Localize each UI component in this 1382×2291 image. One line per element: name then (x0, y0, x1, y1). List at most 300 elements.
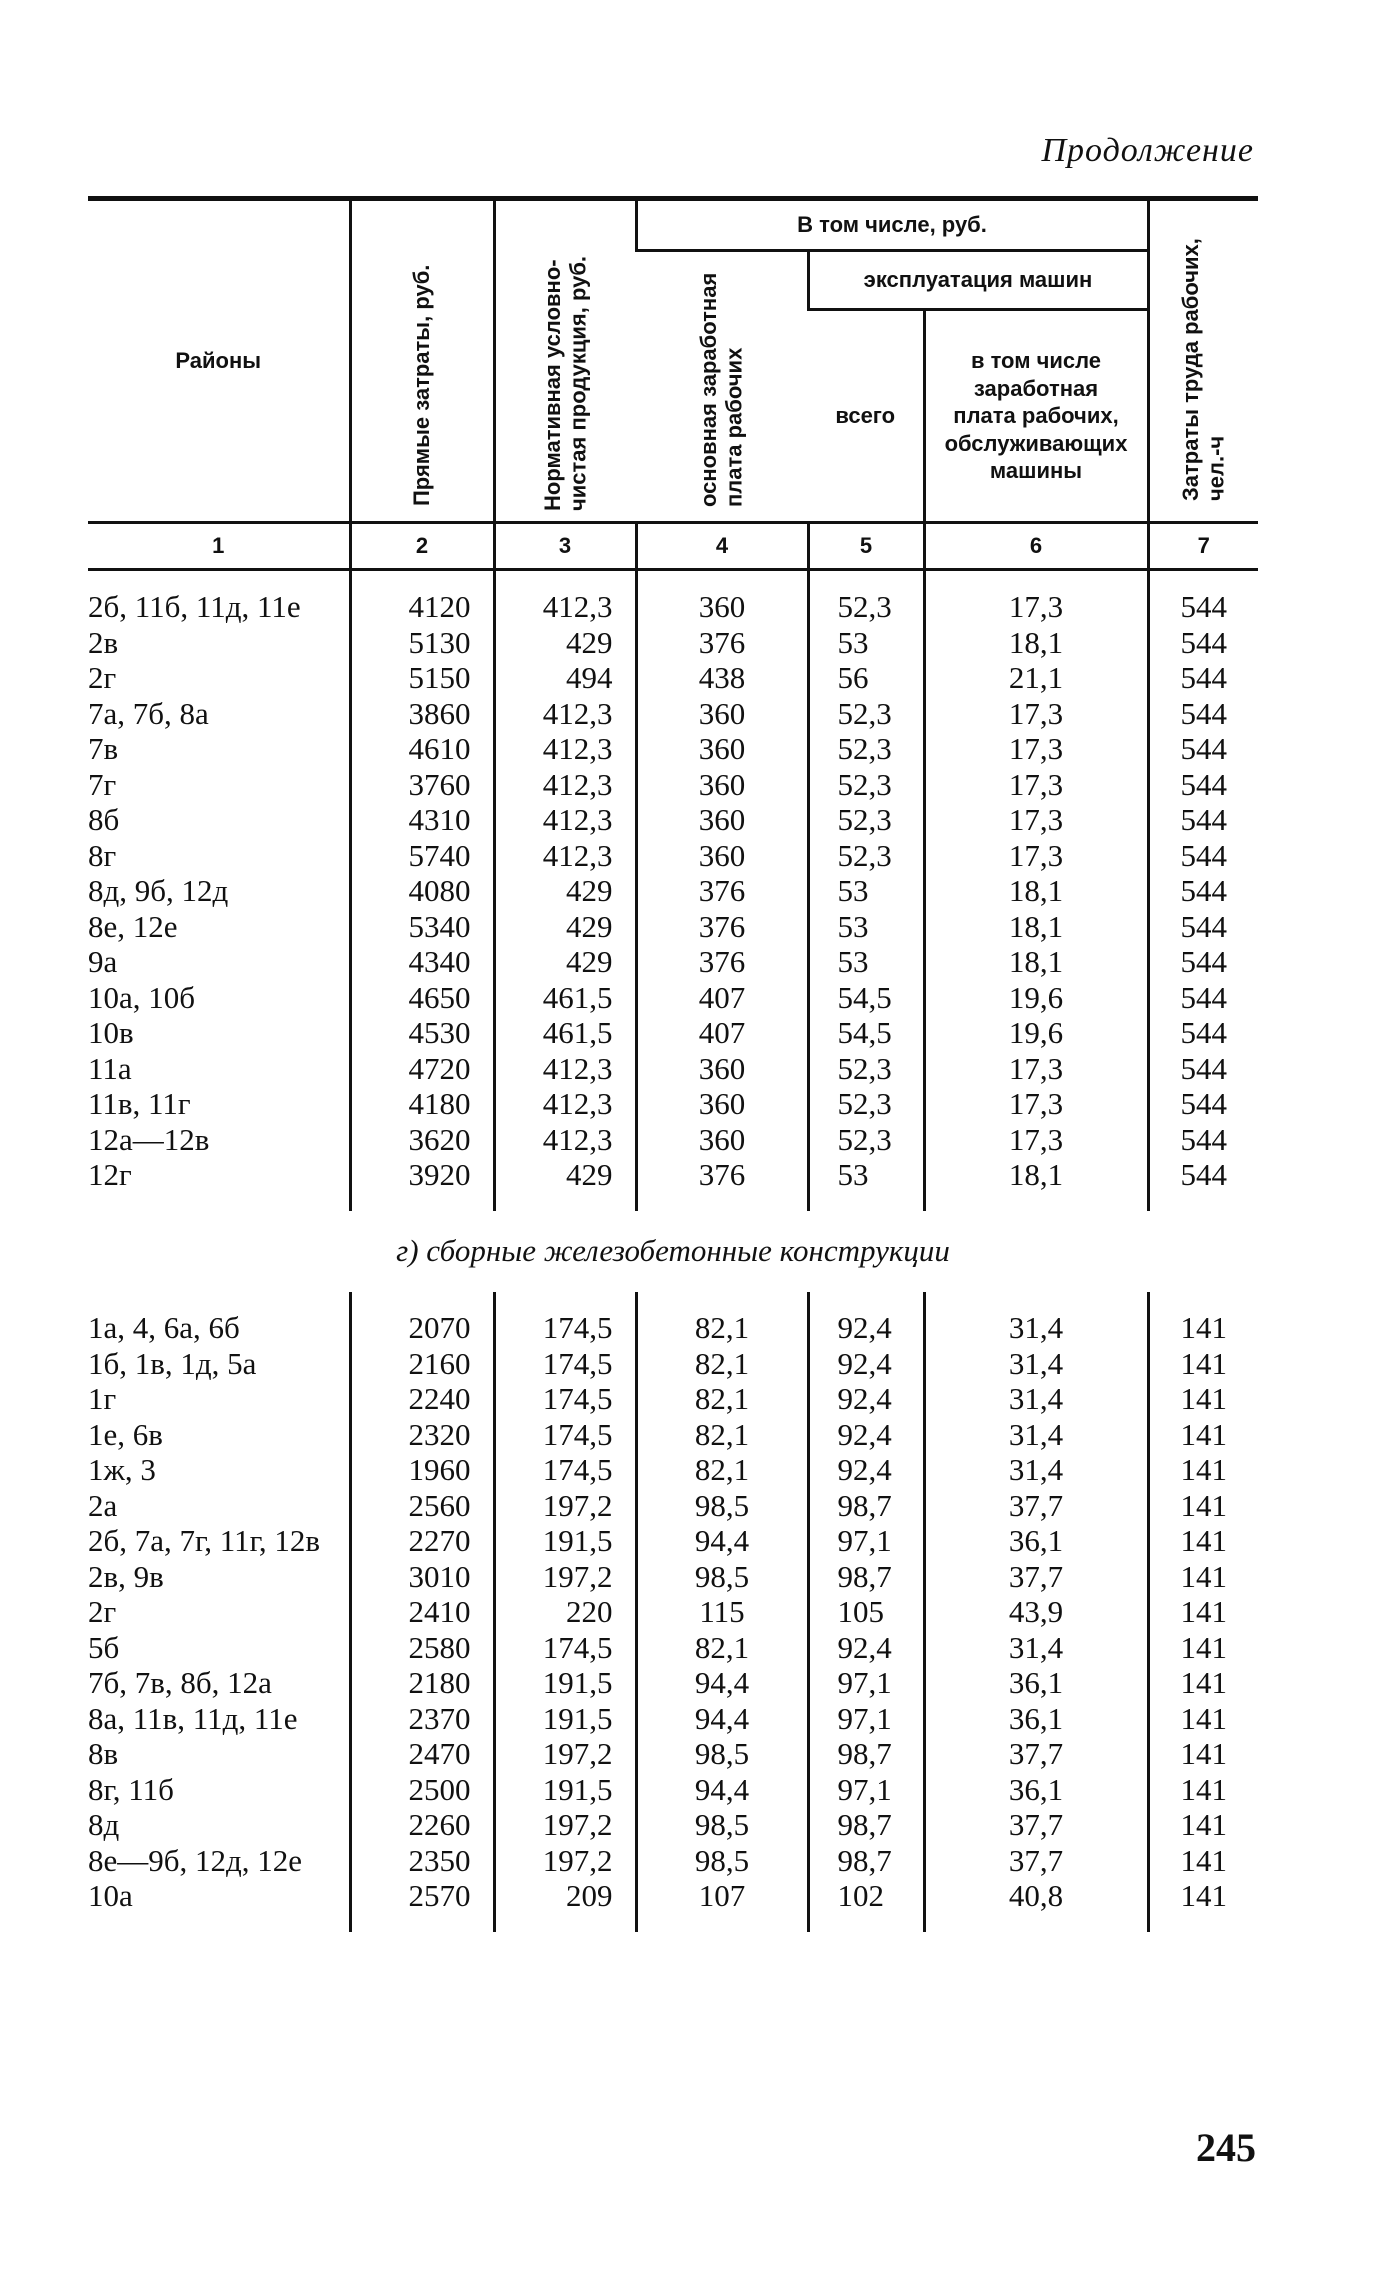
normative-net-cell: 429 (494, 909, 636, 945)
machine-wage-cell: 37,7 (924, 1488, 1148, 1524)
machine-total-cell: 52,3 (808, 1051, 924, 1087)
district-cell: 8г (88, 837, 117, 873)
direct-costs-cell: 2160 (350, 1346, 494, 1382)
table-row (88, 1381, 1258, 1417)
direct-costs-cell: 3620 (350, 1122, 494, 1158)
district-cell: 2б, 11б, 11д, 11е (88, 589, 301, 624)
direct-costs-cell: 2260 (350, 1807, 494, 1843)
header-num-6: 6 (924, 523, 1148, 570)
base-wage-cell: 82,1 (636, 1346, 808, 1382)
district-cell: 8в (88, 1736, 119, 1771)
table-row (88, 1417, 1258, 1453)
table-row (88, 944, 1258, 980)
machine-total-cell: 52,3 (808, 1122, 924, 1158)
machine-wage-cell: 31,4 (924, 1381, 1148, 1417)
normative-net-cell: 412,3 (494, 1051, 636, 1087)
table-header (88, 199, 1258, 570)
base-wage-cell: 82,1 (636, 1310, 808, 1346)
header-num-4: 4 (636, 523, 808, 570)
table-row (88, 589, 1258, 625)
base-wage-cell: 98,5 (636, 1807, 808, 1843)
cost-table (88, 196, 1258, 1932)
base-wage-cell: 438 (636, 660, 808, 696)
direct-costs-cell: 3010 (350, 1559, 494, 1595)
table-row (88, 873, 1258, 909)
labor-cell: 544 (1148, 1122, 1258, 1158)
header-machine-wage: в том числе заработная плата рабочих, обслуживающих машины (924, 310, 1148, 523)
district-cell: 8г, 11б (88, 1771, 174, 1807)
header-machine-operation: эксплуатация машин (808, 251, 1148, 310)
labor-cell: 141 (1148, 1310, 1258, 1346)
table-row (88, 1594, 1258, 1630)
cost-table-container (88, 196, 1258, 1932)
header-base-wage (636, 251, 808, 523)
machine-wage-cell: 36,1 (924, 1772, 1148, 1808)
district-cell: 2в (88, 624, 119, 660)
base-wage-cell: 115 (636, 1594, 808, 1630)
base-wage-cell: 98,5 (636, 1843, 808, 1879)
district-cell: 7а, 7б, 8а (88, 695, 209, 731)
district-cell: 11в, 11г (88, 1086, 191, 1121)
labor-cell: 544 (1148, 731, 1258, 767)
header-normative-net (494, 199, 636, 523)
machine-total-cell: 105 (808, 1594, 924, 1630)
normative-net-cell: 429 (494, 625, 636, 661)
base-wage-cell: 98,5 (636, 1736, 808, 1772)
header-normative-net-text: Нормативная условно-чистая продукция, руб. (539, 255, 590, 511)
normative-net-cell: 461,5 (494, 1015, 636, 1051)
machine-wage-cell: 43,9 (924, 1594, 1148, 1630)
machine-total-cell: 97,1 (808, 1665, 924, 1701)
direct-costs-cell: 2320 (350, 1417, 494, 1453)
labor-cell: 544 (1148, 589, 1258, 625)
machine-wage-cell: 37,7 (924, 1807, 1148, 1843)
base-wage-cell: 360 (636, 838, 808, 874)
direct-costs-cell: 4530 (350, 1015, 494, 1051)
normative-net-cell: 197,2 (494, 1559, 636, 1595)
normative-net-cell: 412,3 (494, 767, 636, 803)
table-row (88, 625, 1258, 661)
base-wage-cell: 82,1 (636, 1630, 808, 1666)
machine-wage-cell: 18,1 (924, 873, 1148, 909)
machine-total-cell: 92,4 (808, 1452, 924, 1488)
table-row (88, 1122, 1258, 1158)
direct-costs-cell: 2410 (350, 1594, 494, 1630)
district-cell: 8е—9б, 12д, 12е (88, 1842, 303, 1878)
labor-cell: 544 (1148, 1086, 1258, 1122)
labor-cell: 141 (1148, 1665, 1258, 1701)
normative-net-cell: 412,3 (494, 1086, 636, 1122)
machine-wage-cell: 36,1 (924, 1665, 1148, 1701)
labor-cell: 544 (1148, 696, 1258, 732)
labor-cell: 141 (1148, 1878, 1258, 1914)
header-labor-text: Затраты труда рабочих, чел.-ч (1178, 238, 1229, 501)
machine-total-cell: 102 (808, 1878, 924, 1914)
table-row (88, 1843, 1258, 1879)
section2-body (88, 1292, 1258, 1932)
machine-wage-cell: 18,1 (924, 625, 1148, 661)
direct-costs-cell: 4650 (350, 980, 494, 1016)
machine-wage-cell: 17,3 (924, 838, 1148, 874)
table-row (88, 1310, 1258, 1346)
machine-total-cell: 98,7 (808, 1559, 924, 1595)
district-cell: 11а (88, 1050, 132, 1086)
machine-total-cell: 52,3 (808, 589, 924, 625)
direct-costs-cell: 2180 (350, 1665, 494, 1701)
table-row (88, 1807, 1258, 1843)
normative-net-cell: 197,2 (494, 1843, 636, 1879)
machine-wage-cell: 17,3 (924, 696, 1148, 732)
direct-costs-cell: 4310 (350, 802, 494, 838)
table-row (88, 1015, 1258, 1051)
machine-total-cell: 53 (808, 873, 924, 909)
district-cell: 7в (88, 731, 119, 766)
table-row (88, 696, 1258, 732)
machine-wage-cell: 17,3 (924, 731, 1148, 767)
base-wage-cell: 94,4 (636, 1701, 808, 1737)
base-wage-cell: 360 (636, 589, 808, 625)
page-number: 245 (1196, 2125, 1256, 2170)
district-cell: 7б, 7в, 8б, 12а (88, 1665, 272, 1700)
labor-cell: 544 (1148, 909, 1258, 945)
base-wage-cell: 107 (636, 1878, 808, 1914)
base-wage-cell: 360 (636, 802, 808, 838)
base-wage-cell: 407 (636, 980, 808, 1016)
normative-net-cell: 429 (494, 873, 636, 909)
table-row (88, 1488, 1258, 1524)
direct-costs-cell: 5150 (350, 660, 494, 696)
normative-net-cell: 197,2 (494, 1488, 636, 1524)
machine-wage-cell: 17,3 (924, 767, 1148, 803)
base-wage-cell: 360 (636, 731, 808, 767)
district-cell: 8д, 9б, 12д (88, 873, 229, 908)
normative-net-cell: 494 (494, 660, 636, 696)
labor-cell: 141 (1148, 1488, 1258, 1524)
direct-costs-cell: 2570 (350, 1878, 494, 1914)
direct-costs-cell: 3760 (350, 767, 494, 803)
normative-net-cell: 174,5 (494, 1417, 636, 1453)
labor-cell: 544 (1148, 873, 1258, 909)
normative-net-cell: 429 (494, 944, 636, 980)
machine-wage-cell: 31,4 (924, 1630, 1148, 1666)
base-wage-cell: 360 (636, 1122, 808, 1158)
machine-wage-cell: 37,7 (924, 1736, 1148, 1772)
district-cell: 1г (88, 1381, 117, 1416)
district-cell: 2б, 7а, 7г, 11г, 12в (88, 1523, 320, 1558)
district-cell: 10а (88, 1878, 133, 1913)
normative-net-cell: 209 (494, 1878, 636, 1914)
labor-cell: 544 (1148, 944, 1258, 980)
direct-costs-cell: 2070 (350, 1310, 494, 1346)
district-cell: 2в, 9в (88, 1558, 164, 1594)
direct-costs-cell: 4340 (350, 944, 494, 980)
direct-costs-cell: 2500 (350, 1772, 494, 1808)
machine-wage-cell: 37,7 (924, 1843, 1148, 1879)
base-wage-cell: 376 (636, 625, 808, 661)
labor-cell: 141 (1148, 1452, 1258, 1488)
header-including: В том числе, руб. (636, 199, 1148, 251)
labor-cell: 544 (1148, 980, 1258, 1016)
machine-total-cell: 98,7 (808, 1736, 924, 1772)
direct-costs-cell: 2270 (350, 1523, 494, 1559)
machine-total-cell: 52,3 (808, 838, 924, 874)
base-wage-cell: 376 (636, 1157, 808, 1193)
machine-total-cell: 53 (808, 909, 924, 945)
base-wage-cell: 360 (636, 1086, 808, 1122)
table-row (88, 1736, 1258, 1772)
district-cell: 2а (88, 1487, 118, 1523)
machine-total-cell: 92,4 (808, 1381, 924, 1417)
header-num-7: 7 (1148, 523, 1258, 570)
machine-total-cell: 54,5 (808, 980, 924, 1016)
district-cell: 2г (88, 1594, 117, 1629)
machine-total-cell: 98,7 (808, 1843, 924, 1879)
table-row (88, 1878, 1258, 1914)
direct-costs-cell: 4080 (350, 873, 494, 909)
labor-cell: 544 (1148, 1015, 1258, 1051)
labor-cell: 544 (1148, 1051, 1258, 1087)
direct-costs-cell: 2580 (350, 1630, 494, 1666)
district-cell: 8е, 12е (88, 908, 178, 944)
header-num-2: 2 (350, 523, 494, 570)
base-wage-cell: 376 (636, 873, 808, 909)
machine-total-cell: 52,3 (808, 1086, 924, 1122)
normative-net-cell: 191,5 (494, 1701, 636, 1737)
labor-cell: 141 (1148, 1807, 1258, 1843)
machine-total-cell: 53 (808, 1157, 924, 1193)
header-direct-costs-text: Прямые затраты, руб. (409, 264, 435, 506)
machine-total-cell: 52,3 (808, 767, 924, 803)
base-wage-cell: 82,1 (636, 1417, 808, 1453)
machine-wage-cell: 19,6 (924, 1015, 1148, 1051)
header-direct-costs (350, 199, 494, 523)
normative-net-cell: 191,5 (494, 1665, 636, 1701)
normative-net-cell: 429 (494, 1157, 636, 1193)
base-wage-cell: 94,4 (636, 1772, 808, 1808)
direct-costs-cell: 2560 (350, 1488, 494, 1524)
machine-total-cell: 98,7 (808, 1488, 924, 1524)
table-row (88, 1523, 1258, 1559)
machine-wage-cell: 36,1 (924, 1701, 1148, 1737)
direct-costs-cell: 4610 (350, 731, 494, 767)
machine-wage-cell: 17,3 (924, 1122, 1148, 1158)
base-wage-cell: 360 (636, 1051, 808, 1087)
labor-cell: 544 (1148, 838, 1258, 874)
district-cell: 8д (88, 1807, 120, 1842)
direct-costs-cell: 2470 (350, 1736, 494, 1772)
normative-net-cell: 174,5 (494, 1310, 636, 1346)
labor-cell: 141 (1148, 1594, 1258, 1630)
district-cell: 9а (88, 944, 118, 979)
table-row (88, 660, 1258, 696)
base-wage-cell: 98,5 (636, 1488, 808, 1524)
base-wage-cell: 98,5 (636, 1559, 808, 1595)
base-wage-cell: 376 (636, 944, 808, 980)
labor-cell: 141 (1148, 1559, 1258, 1595)
machine-wage-cell: 17,3 (924, 802, 1148, 838)
machine-wage-cell: 37,7 (924, 1559, 1148, 1595)
labor-cell: 544 (1148, 625, 1258, 661)
district-cell: 2г (88, 660, 117, 695)
machine-total-cell: 92,4 (808, 1310, 924, 1346)
district-cell: 10в (88, 1015, 134, 1050)
labor-cell: 141 (1148, 1701, 1258, 1737)
normative-net-cell: 461,5 (494, 980, 636, 1016)
normative-net-cell: 220 (494, 1594, 636, 1630)
machine-wage-cell: 31,4 (924, 1452, 1148, 1488)
machine-wage-cell: 19,6 (924, 980, 1148, 1016)
base-wage-cell: 376 (636, 909, 808, 945)
district-cell: 10а, 10б (88, 979, 196, 1015)
normative-net-cell: 412,3 (494, 731, 636, 767)
machine-total-cell: 53 (808, 625, 924, 661)
labor-cell: 544 (1148, 660, 1258, 696)
machine-total-cell: 92,4 (808, 1417, 924, 1453)
normative-net-cell: 191,5 (494, 1772, 636, 1808)
machine-wage-cell: 36,1 (924, 1523, 1148, 1559)
machine-wage-cell: 18,1 (924, 1157, 1148, 1193)
direct-costs-cell: 2350 (350, 1843, 494, 1879)
district-cell: 12а—12в (88, 1121, 210, 1157)
section1-body (88, 570, 1258, 1211)
district-cell: 1ж, 3 (88, 1452, 156, 1487)
table-row (88, 1630, 1258, 1666)
direct-costs-cell: 3920 (350, 1157, 494, 1193)
direct-costs-cell: 2370 (350, 1701, 494, 1737)
labor-cell: 141 (1148, 1381, 1258, 1417)
labor-cell: 544 (1148, 767, 1258, 803)
direct-costs-cell: 4180 (350, 1086, 494, 1122)
normative-net-cell: 197,2 (494, 1807, 636, 1843)
table-row (88, 1772, 1258, 1808)
machine-total-cell: 98,7 (808, 1807, 924, 1843)
labor-cell: 141 (1148, 1843, 1258, 1879)
table-row (88, 980, 1258, 1016)
machine-total-cell: 97,1 (808, 1772, 924, 1808)
machine-wage-cell: 31,4 (924, 1310, 1148, 1346)
normative-net-cell: 412,3 (494, 589, 636, 625)
header-num-5: 5 (808, 523, 924, 570)
header-districts: Районы (175, 348, 262, 373)
table-row (88, 731, 1258, 767)
section2-heading (88, 1211, 1258, 1293)
direct-costs-cell: 2240 (350, 1381, 494, 1417)
district-cell: 5б (88, 1629, 120, 1665)
district-cell: 1а, 4, 6а, 6б (88, 1310, 240, 1345)
machine-total-cell: 97,1 (808, 1701, 924, 1737)
normative-net-cell: 412,3 (494, 802, 636, 838)
table-row (88, 1665, 1258, 1701)
machine-total-cell: 92,4 (808, 1630, 924, 1666)
machine-wage-cell: 17,3 (924, 1051, 1148, 1087)
labor-cell: 141 (1148, 1630, 1258, 1666)
table-row (88, 1086, 1258, 1122)
normative-net-cell: 412,3 (494, 838, 636, 874)
labor-cell: 141 (1148, 1772, 1258, 1808)
machine-total-cell: 52,3 (808, 802, 924, 838)
direct-costs-cell: 4120 (350, 589, 494, 625)
base-wage-cell: 407 (636, 1015, 808, 1051)
labor-cell: 544 (1148, 802, 1258, 838)
header-num-1: 1 (88, 523, 350, 570)
labor-cell: 141 (1148, 1417, 1258, 1453)
machine-total-cell: 97,1 (808, 1523, 924, 1559)
machine-wage-cell: 17,3 (924, 1086, 1148, 1122)
machine-total-cell: 56 (808, 660, 924, 696)
machine-wage-cell: 18,1 (924, 944, 1148, 980)
direct-costs-cell: 3860 (350, 696, 494, 732)
district-cell: 1б, 1в, 1д, 5а (88, 1345, 257, 1381)
district-cell: 8б (88, 802, 120, 837)
header-num-3: 3 (494, 523, 636, 570)
machine-total-cell: 52,3 (808, 696, 924, 732)
table-row (88, 1157, 1258, 1193)
base-wage-cell: 94,4 (636, 1665, 808, 1701)
base-wage-cell: 360 (636, 696, 808, 732)
direct-costs-cell: 1960 (350, 1452, 494, 1488)
machine-total-cell: 53 (808, 944, 924, 980)
normative-net-cell: 191,5 (494, 1523, 636, 1559)
header-base-wage-text: основная заработная плата рабочих (695, 272, 747, 507)
machine-total-cell: 52,3 (808, 731, 924, 767)
table-row (88, 909, 1258, 945)
direct-costs-cell: 5340 (350, 909, 494, 945)
machine-wage-cell: 21,1 (924, 660, 1148, 696)
header-labor (1148, 199, 1258, 523)
direct-costs-cell: 4720 (350, 1051, 494, 1087)
section2-title: г) сборные железобетонные конструкции (396, 1232, 950, 1268)
normative-net-cell: 174,5 (494, 1630, 636, 1666)
normative-net-cell: 174,5 (494, 1346, 636, 1382)
district-cell: 8а, 11в, 11д, 11е (88, 1700, 298, 1736)
labor-cell: 141 (1148, 1346, 1258, 1382)
base-wage-cell: 82,1 (636, 1452, 808, 1488)
machine-total-cell: 92,4 (808, 1346, 924, 1382)
base-wage-cell: 94,4 (636, 1523, 808, 1559)
table-row (88, 1559, 1258, 1595)
normative-net-cell: 412,3 (494, 1122, 636, 1158)
base-wage-cell: 360 (636, 767, 808, 803)
machine-wage-cell: 31,4 (924, 1417, 1148, 1453)
normative-net-cell: 174,5 (494, 1381, 636, 1417)
machine-wage-cell: 18,1 (924, 909, 1148, 945)
table-row (88, 1452, 1258, 1488)
normative-net-cell: 412,3 (494, 696, 636, 732)
machine-wage-cell: 17,3 (924, 589, 1148, 625)
table-row (88, 1346, 1258, 1382)
table-row (88, 802, 1258, 838)
header-machine-total: всего (835, 403, 896, 428)
district-cell: 1е, 6в (88, 1416, 163, 1452)
direct-costs-cell: 5740 (350, 838, 494, 874)
normative-net-cell: 174,5 (494, 1452, 636, 1488)
direct-costs-cell: 5130 (350, 625, 494, 661)
continued-label: Продолжение (1041, 132, 1254, 169)
table-row (88, 1051, 1258, 1087)
machine-total-cell: 54,5 (808, 1015, 924, 1051)
labor-cell: 141 (1148, 1736, 1258, 1772)
district-cell: 7г (88, 766, 117, 802)
base-wage-cell: 82,1 (636, 1381, 808, 1417)
table-row (88, 767, 1258, 803)
normative-net-cell: 197,2 (494, 1736, 636, 1772)
machine-wage-cell: 40,8 (924, 1878, 1148, 1914)
district-cell: 12г (88, 1157, 132, 1192)
table-row (88, 1701, 1258, 1737)
labor-cell: 141 (1148, 1523, 1258, 1559)
machine-wage-cell: 31,4 (924, 1346, 1148, 1382)
labor-cell: 544 (1148, 1157, 1258, 1193)
